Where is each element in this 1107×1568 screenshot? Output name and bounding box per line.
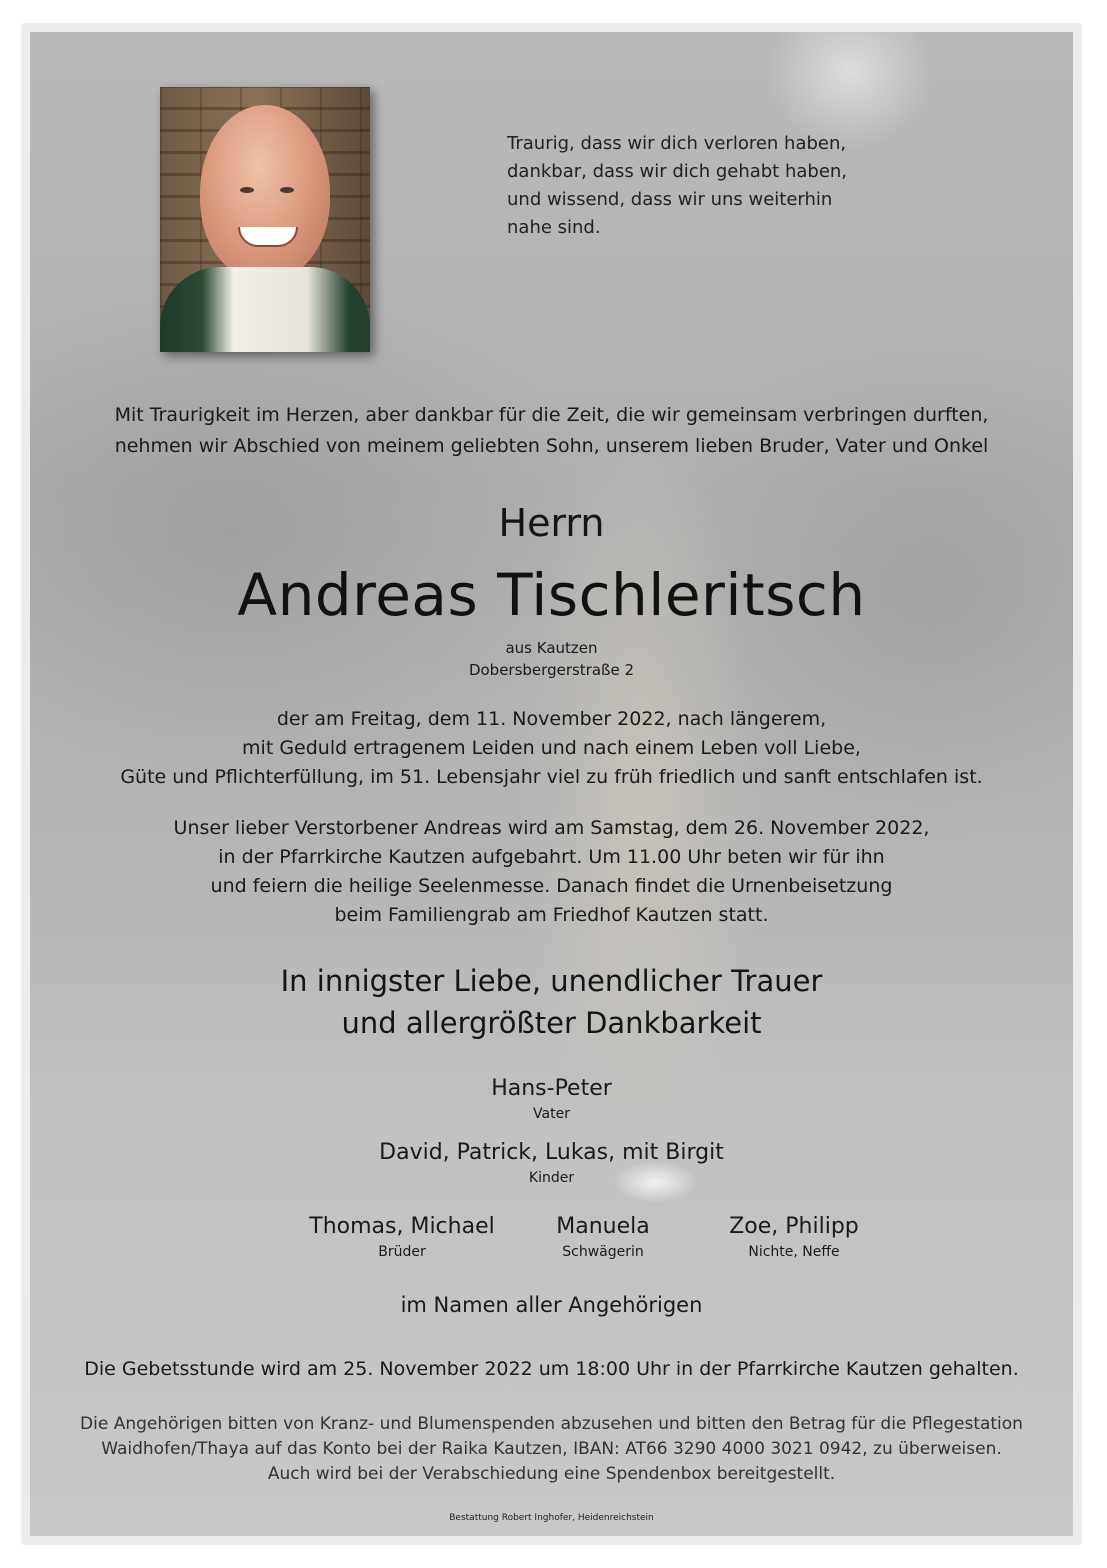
- funeral-text: Unser lieber Verstorbener Andreas wird am Samstag, dem 26. November 2022, in der Pfarrkirche Kautzen aufgebahrt. Um 11.00 Uhr beten wir für ihn und feiern die heilige Seelenmesse. Danach findet die Urnenbeisetzung beim Familiengrab am Friedhof Kautzen statt.: [173, 817, 930, 926]
- relative-children: David, Patrick, Lukas, mit Birgit Kinder: [379, 1140, 724, 1186]
- honorific: Herrn: [498, 501, 605, 545]
- motto: In innigster Liebe, unendlicher Trauer und allergrößter Dankbarkeit: [280, 964, 823, 1040]
- poem: [507, 130, 927, 242]
- intro-text: Mit Traurigkeit im Herzen, aber dankbar für die Zeit, die wir gemeinsam verbringen durften, nehmen wir Abschied von meinem geliebten Sohn, unserem lieben Bruder, Vater und Onkel: [114, 404, 989, 457]
- poem-line: nahe sind.: [507, 217, 601, 238]
- poem-line: und wissend, dass wir uns weiterhin: [507, 189, 833, 210]
- prayer-notice: Die Gebetsstunde wird am 25. November 2022 um 18:00 Uhr in der Pfarrkirche Kautzen gehalten.: [84, 1358, 1019, 1380]
- relative-niece-nephew: Zoe, Philipp Nichte, Neffe: [729, 1214, 859, 1260]
- donation-notice: Die Angehörigen bitten von Kranz- und Blumenspenden abzusehen und bitten den Betrag für die Pflegestation Waidhofen/Thaya auf das Konto bei der Raika Kautzen, IBAN: AT66 3290 4000 3021 0942, zu überweisen. Auch wird bei der Verabschiedung eine Spendenbox bereitgestellt.: [80, 1414, 1023, 1484]
- behalf-line: im Namen aller Angehörigen: [400, 1293, 703, 1317]
- origin-address: aus Kautzen Dobersbergerstraße 2: [468, 639, 635, 679]
- relative-sister-in-law: Manuela Schwägerin: [556, 1214, 650, 1260]
- relative-brothers: Thomas, Michael Brüder: [309, 1214, 495, 1260]
- relative-father: Hans-Peter Vater: [491, 1076, 612, 1122]
- obituary-sheet: [30, 32, 1073, 1536]
- death-text: der am Freitag, dem 11. November 2022, nach längerem, mit Geduld ertragenem Leiden und nach einem Leben voll Liebe, Güte und Pflichterfüllung, im 51. Lebensjahr viel zu früh friedlich und sanft entschlafen ist.: [120, 708, 983, 788]
- poem-line: Traurig, dass wir dich verloren haben,: [507, 133, 847, 154]
- undertaker-credit: Bestattung Robert Inghofer, Heidenreichstein: [449, 1513, 654, 1523]
- poem-line: dankbar, dass wir dich gehabt haben,: [507, 161, 848, 182]
- portrait-photo: [160, 87, 370, 352]
- deceased-name: Andreas Tischleritsch: [237, 561, 866, 629]
